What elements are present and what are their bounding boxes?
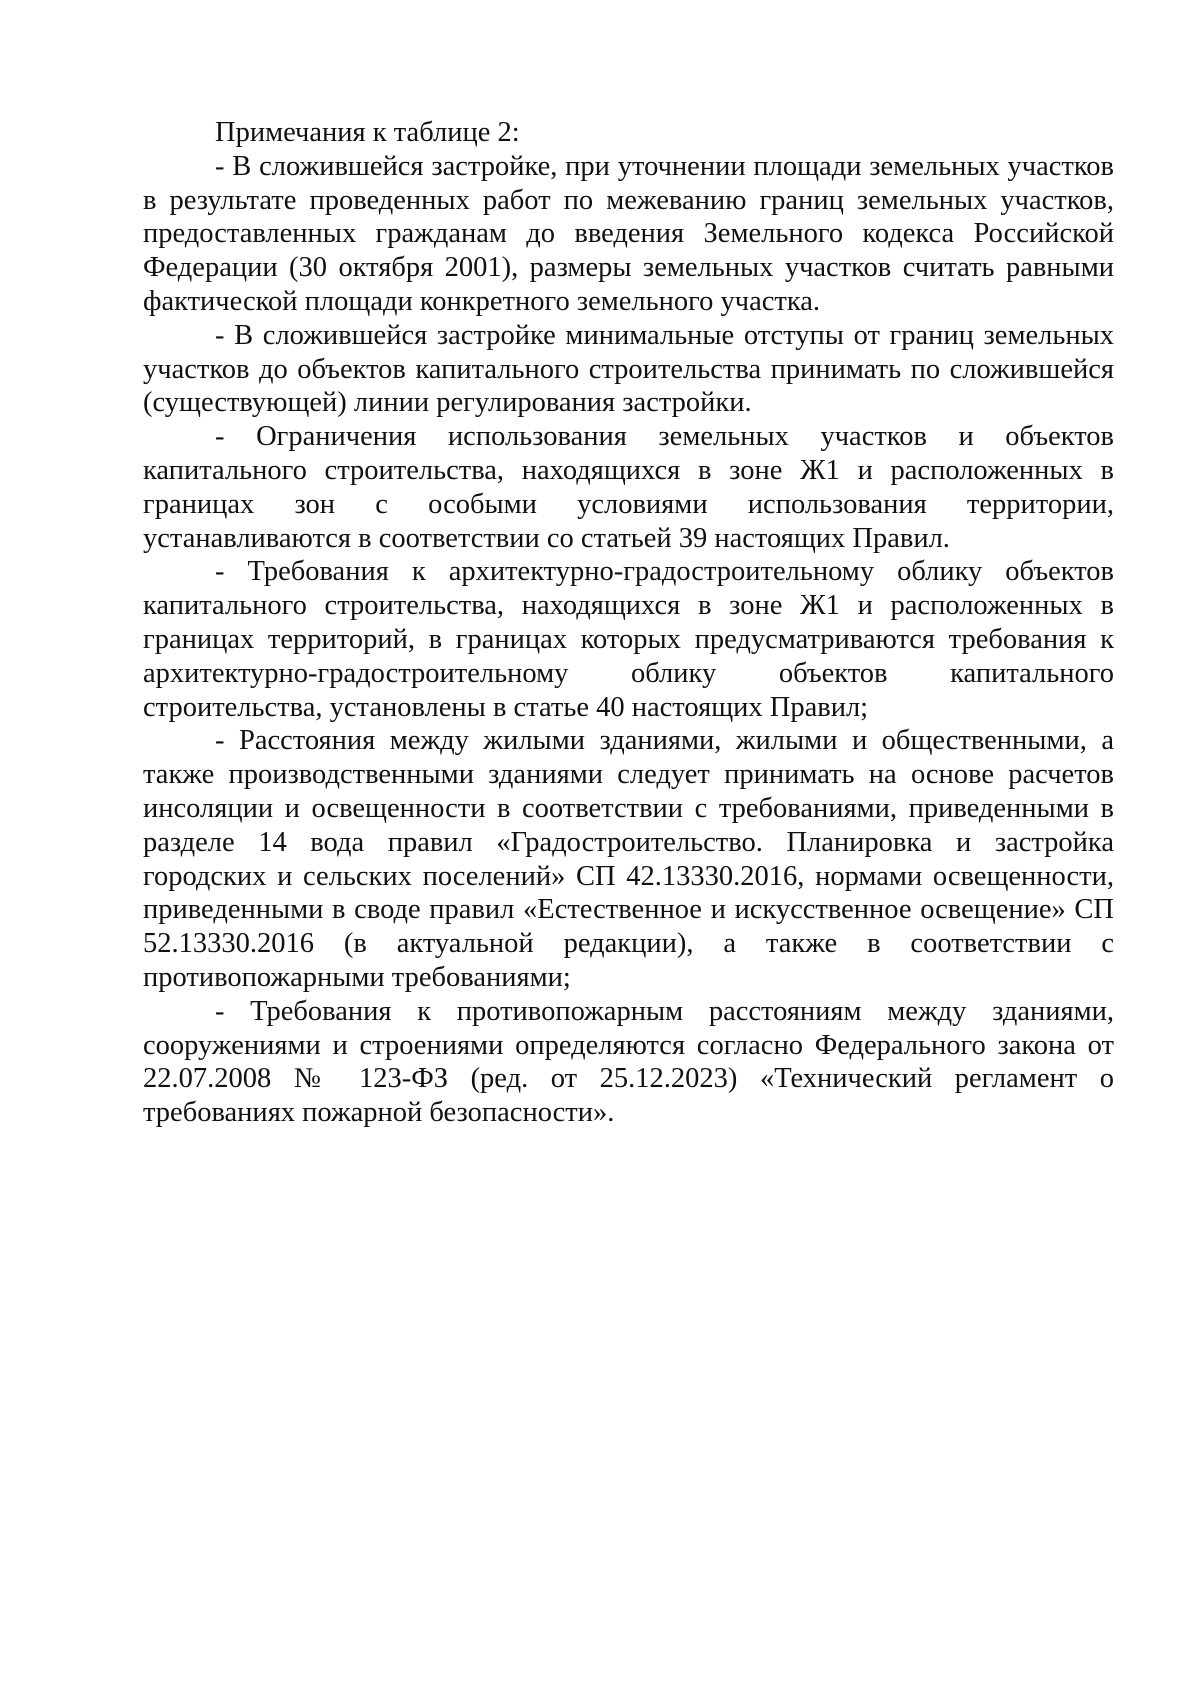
note-paragraph-2: - В сложившейся застройке минимальные отступы от границ земельных участков до объектов капитального строительства принимать по сложившейся (существующей) линии регулирования застройки. <box>143 319 1114 419</box>
note-paragraph-5: - Расстояния между жилыми зданиями, жилыми и общественными, а также производственными зданиями следует принимать на основе расчетов инсоляции и освещенности в соответствии с требованиями, приведенными в разделе 14 вода правил «Градостроительство. Планировка и застройка городских и сельских поселений» СП 42.13330.2016, нормами освещенности, приведенными в своде правил «Естественное и искусственное освещение» СП 52.13330.2016 (в актуальной редакции), а также в соответствии с противопожарными требованиями; <box>143 725 1114 993</box>
note-paragraph-6: - Требования к противопожарным расстояниям между зданиями, сооружениями и строениями определяются согласно Федерального закона от 22.07.2008 № 123-ФЗ (ред. от 25.12.2023) «Технический регламент о требованиях пожарной безопасности». <box>143 995 1114 1129</box>
note-paragraph-1: - В сложившейся застройке, при уточнении площади земельных участков в результате проведенных работ по межеванию границ земельных участков, предоставленных гражданам до введения Земельного кодекса Российской Федерации (30 октября 2001), размеры земельных участков считать равными фактической площади конкретного земельного участка. <box>143 150 1114 317</box>
notes-heading: Примечания к таблице 2: <box>215 117 520 148</box>
note-paragraph-4: - Требования к архитектурно-градостроительному облику объектов капитального строительства, находящихся в зоне Ж1 и расположенных в границах территорий, в границах которых предусматриваются требования к архитектурно-градостроительному облику объектов капитального строительства, установлены в статье 40 настоящих Правил; <box>143 556 1114 723</box>
document-body <box>143 116 1114 1130</box>
note-paragraph-3: - Ограничения использования земельных участков и объектов капитального строительства, находящихся в зоне Ж1 и расположенных в границах зон с особыми условиями использования территории, устанавливаются в соответствии со статьей 39 настоящих Правил. <box>143 421 1114 554</box>
